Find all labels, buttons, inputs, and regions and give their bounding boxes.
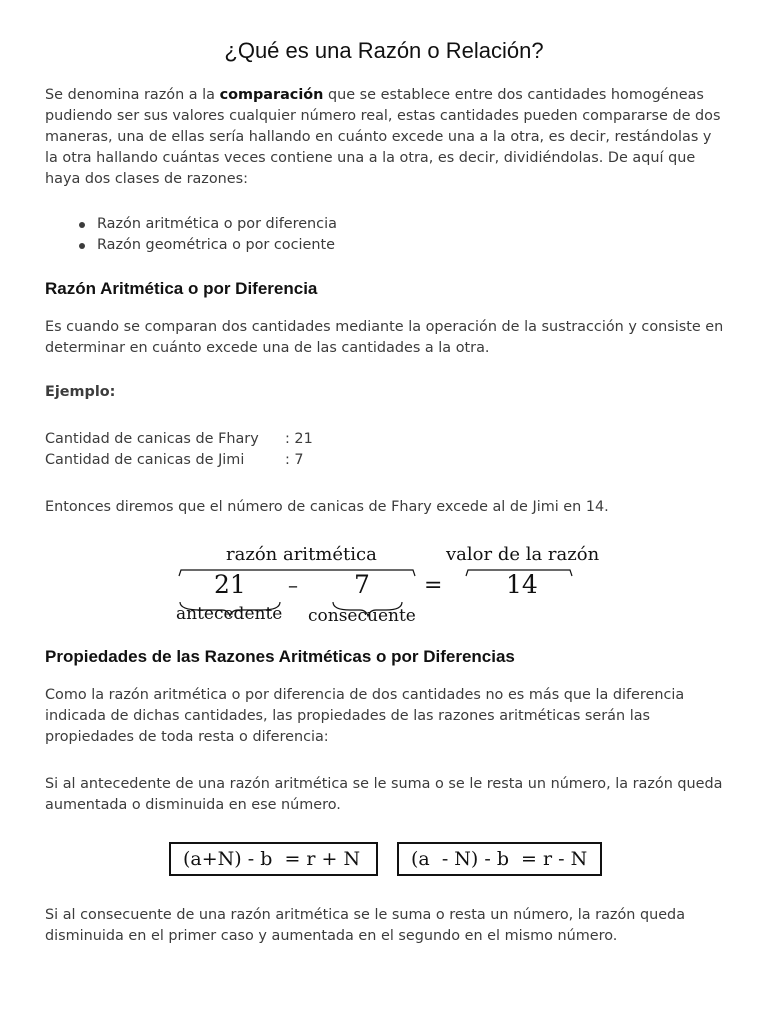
row-label: Cantidad de canicas de Jimi [45, 452, 245, 468]
equals-sign: = [424, 573, 443, 598]
property-antecedent: Si al antecedente de una razón aritmética se le suma o se le resta un número, la razón queda aumentada o disminuida en ese número. [45, 776, 723, 813]
arithmetic-definition: Es cuando se comparan dos cantidades mediante la operación de la sustracción y consiste en determinar en cuánto excede una de las cantidades a la otra. [45, 319, 724, 356]
page-title: ¿Qué es una Razón o Relación? [224, 38, 544, 63]
diagram-label-ratio-value: valor de la razón [446, 544, 600, 565]
data-row-jimi [45, 452, 304, 468]
label-antecedent: antecedente [176, 604, 283, 624]
intro-paragraph [45, 85, 725, 190]
section-heading-properties: Propiedades de las Razones Aritméticas o por Diferencias [45, 647, 515, 666]
row-label: Cantidad de canicas de Fhary [45, 431, 259, 447]
row-value: : 7 [285, 452, 304, 468]
example-label: Ejemplo: [45, 384, 116, 400]
property-consequent: Si al consecuente de una razón aritmética se le suma o resta un número, la razón queda disminuida en el primer caso y aumentada en el segundo en el mismo número. [45, 907, 686, 944]
data-row-fhary [45, 431, 313, 447]
intro-text-end: que se establece entre dos cantidades homogéneas pudiendo ser sus valores cualquier número real, estas cantidades pueden compararse de dos maneras, una de ellas sería hallando en cuánto excede una a la otra, es decir, restándolas y la otra hallando cuántas veces contiene una a la otra, es decir, dividiéndolas. De aquí que haya dos clases de razones: [45, 87, 721, 187]
example-conclusion: Entonces diremos que el número de canicas de Fhary excede al de Jimi en 14. [45, 499, 609, 515]
antecedent-value: 21 [214, 570, 246, 599]
ratio-diagram [170, 540, 610, 630]
formula-box-minus: (a - N) - b = r - N [397, 842, 602, 876]
ratio-types-list [75, 214, 337, 256]
label-consequent: consecuente [308, 606, 416, 626]
list-item: Razón geométrica o por cociente [75, 235, 337, 256]
result-value: 14 [506, 570, 538, 599]
formula-box-plus: (a+N) - b = r + N [169, 842, 378, 876]
properties-intro: Como la razón aritmética o por diferencia de dos cantidades no es más que la diferencia indicada de dichas cantidades, las propiedades de las razones aritméticas serán las propiedades de toda resta o diferencia: [45, 687, 685, 745]
list-item: Razón aritmética o por diferencia [75, 214, 337, 235]
consequent-value: 7 [354, 570, 370, 599]
section-heading-arithmetic: Razón Aritmética o por Diferencia [45, 279, 318, 298]
row-value: : 21 [285, 431, 313, 447]
diagram-label-arithmetic-ratio: razón aritmética [226, 544, 377, 565]
intro-text-start: Se denomina razón a la [45, 87, 220, 103]
intro-bold-term: comparación [219, 87, 324, 103]
minus-sign: – [288, 573, 298, 597]
